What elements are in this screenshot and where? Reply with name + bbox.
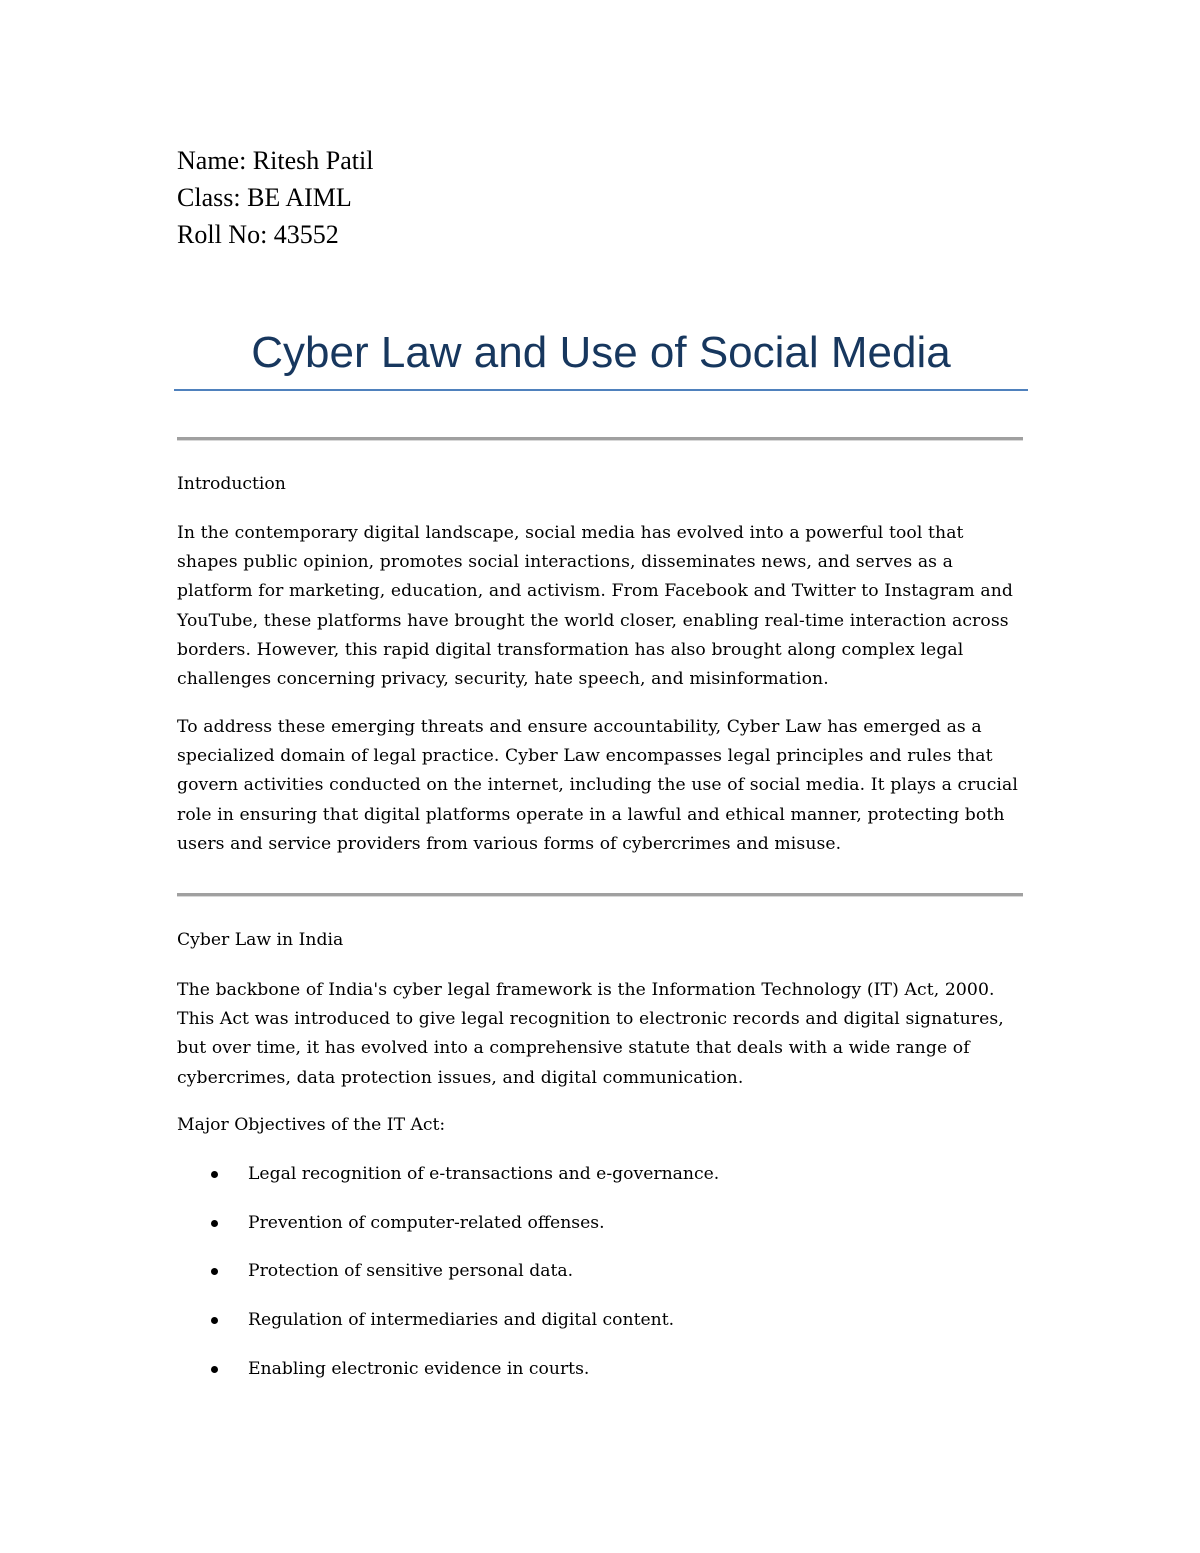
horizontal-divider	[177, 437, 1023, 441]
section-heading-cyber-law-india: Cyber Law in India	[177, 930, 344, 950]
section-heading-introduction: Introduction	[177, 474, 286, 494]
list-item-text: Legal recognition of e-transactions and e-governance.	[248, 1164, 720, 1184]
document-title: Cyber Law and Use of Social Media	[251, 328, 951, 377]
list-item	[177, 1160, 719, 1209]
list-item	[177, 1355, 719, 1404]
title-underline	[174, 389, 1028, 391]
cyber-law-india-paragraph: The backbone of India's cyber legal framework is the Information Technology (IT) Act, 2000. This Act was introduced to give legal recognition to electronic records and digital signatures, but over time, it has evolved into a comprehensive statute that deals with a wide range of cybercrimes, data protection issues, and digital communication.	[177, 980, 1004, 1088]
horizontal-divider	[177, 893, 1023, 897]
bullet-icon	[211, 1171, 218, 1178]
list-item-text: Prevention of computer-related offenses.	[248, 1212, 605, 1233]
intro-paragraph-2: To address these emerging threats and ensure accountability, Cyber Law has emerged as a specialized domain of legal practice. Cyber Law encompasses legal principles and rules that govern activities conducted on the internet, including the use of social media. It plays a crucial role in ensuring that digital platforms operate in a lawful and ethical manner, protecting both users and service providers from various forms of cybercrimes and misuse.	[177, 717, 1018, 854]
bullet-icon	[211, 1317, 218, 1324]
student-roll-number: Roll No: 43552	[177, 220, 339, 249]
list-item-text: Enabling electronic evidence in courts.	[248, 1358, 590, 1379]
objectives-list	[177, 1160, 719, 1403]
list-item	[177, 1306, 719, 1355]
list-item	[177, 1257, 719, 1306]
student-name: Name: Ritesh Patil	[177, 146, 374, 175]
list-item	[177, 1209, 719, 1258]
list-item-text: Protection of sensitive personal data.	[248, 1261, 574, 1282]
objectives-heading: Major Objectives of the IT Act:	[177, 1115, 446, 1135]
bullet-icon	[211, 1220, 218, 1227]
bullet-icon	[211, 1366, 218, 1373]
student-details	[177, 142, 373, 253]
list-item-text: Regulation of intermediaries and digital content.	[248, 1310, 675, 1331]
intro-paragraph-1: In the contemporary digital landscape, social media has evolved into a powerful tool that shapes public opinion, promotes social interactions, disseminates news, and serves as a platform for marketing, education, and activism. From Facebook and Twitter to Instagram and YouTube, these platforms have brought the world closer, enabling real-time interaction across borders. However, this rapid digital transformation has also brought along complex legal challenges concerning privacy, security, hate speech, and misinformation.	[177, 523, 1013, 690]
student-class: Class: BE AIML	[177, 183, 352, 212]
bullet-icon	[211, 1268, 218, 1275]
